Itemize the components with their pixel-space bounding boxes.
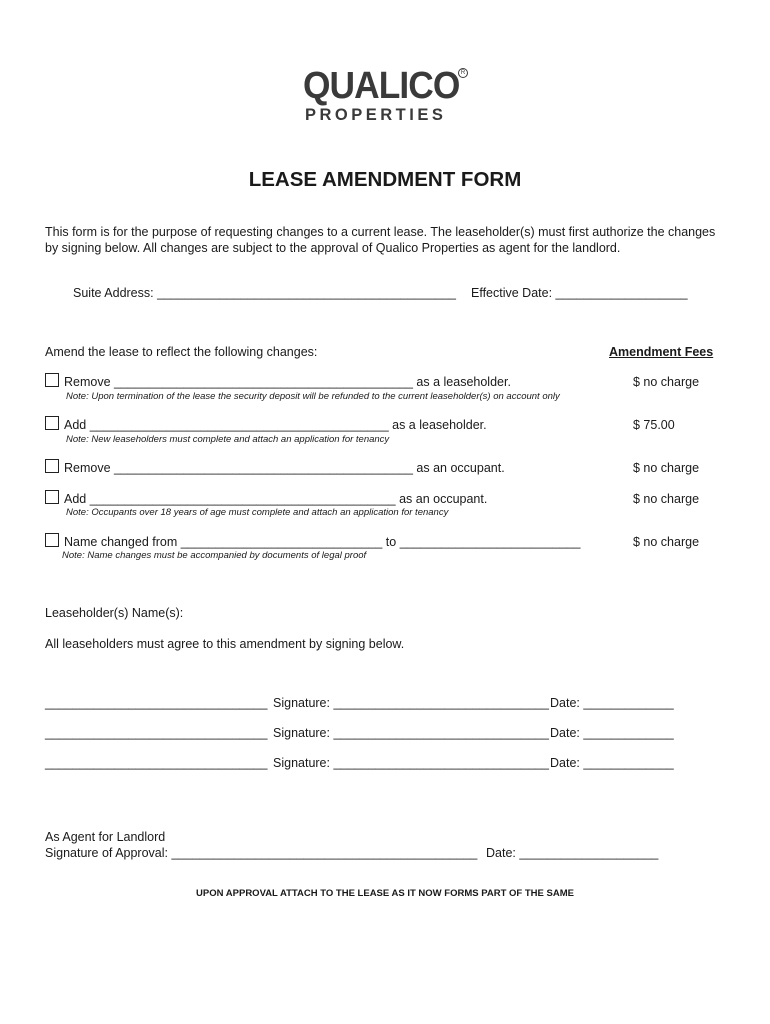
- remove-occupant-label: Remove ___________________________________________ as an occupant.: [64, 461, 505, 475]
- changes-heading: Amend the lease to reflect the following changes:: [45, 345, 318, 359]
- name-change-label: Name changed from _____________________________ to __________________________: [64, 535, 581, 549]
- remove-leaseholder-fee: $ no charge: [633, 375, 700, 389]
- leaseholder-date-line[interactable]: Date: _____________: [550, 756, 674, 770]
- remove-leaseholder-label: Remove ___________________________________________ as a leaseholder.: [64, 375, 511, 389]
- amendment-fees-heading: Amendment Fees: [609, 345, 714, 359]
- leaseholder-name-line[interactable]: ________________________________: [45, 696, 268, 710]
- agent-heading: As Agent for Landlord: [45, 830, 166, 844]
- registered-mark-icon: R: [458, 68, 468, 78]
- leaseholder-names-label: Leaseholder(s) Name(s):: [45, 606, 184, 620]
- agent-signature-line[interactable]: Signature of Approval: ____________________________________________: [45, 846, 478, 860]
- agreement-statement: All leaseholders must agree to this amendment by signing below.: [45, 637, 405, 651]
- remove-leaseholder-checkbox[interactable]: [45, 373, 59, 387]
- leaseholder-signature-line[interactable]: Signature: _______________________________: [273, 726, 549, 740]
- form-title: LEASE AMENDMENT FORM: [248, 168, 522, 191]
- leaseholder-signature-line[interactable]: Signature: _______________________________: [273, 696, 549, 710]
- footer-instruction: UPON APPROVAL ATTACH TO THE LEASE AS IT NOW FORMS PART OF THE SAME: [196, 888, 574, 899]
- add-occupant-fee: $ no charge: [633, 492, 700, 506]
- company-logo: [303, 66, 468, 126]
- add-leaseholder-fee: $ 75.00: [633, 418, 675, 432]
- leaseholder-name-line[interactable]: ________________________________: [45, 756, 268, 770]
- remove-occupant-checkbox[interactable]: [45, 459, 59, 473]
- agent-date-line[interactable]: Date: ____________________: [486, 846, 659, 860]
- leaseholder-name-line[interactable]: ________________________________: [45, 726, 268, 740]
- intro-line-1: This form is for the purpose of requesting changes to a current lease. The leaseholder(s) must first authorize the changes: [45, 225, 716, 239]
- name-change-checkbox[interactable]: [45, 533, 59, 547]
- name-change-fee: $ no charge: [633, 535, 700, 549]
- logo-subtitle: PROPERTIES: [305, 106, 447, 124]
- add-leaseholder-note: Note: New leaseholders must complete and attach an application for tenancy: [66, 434, 390, 445]
- leaseholder-date-line[interactable]: Date: _____________: [550, 726, 674, 740]
- add-occupant-note: Note: Occupants over 18 years of age must complete and attach an application for tenancy: [66, 507, 449, 518]
- remove-leaseholder-note: Note: Upon termination of the lease the security deposit will be refunded to the current leaseholder(s) on account only: [66, 391, 560, 402]
- leaseholder-date-line[interactable]: Date: _____________: [550, 696, 674, 710]
- add-occupant-label: Add ____________________________________________ as an occupant.: [64, 492, 488, 506]
- logo-wordmark: QUALICO: [303, 65, 460, 107]
- add-leaseholder-label: Add ___________________________________________ as a leaseholder.: [64, 418, 487, 432]
- remove-occupant-fee: $ no charge: [633, 461, 700, 475]
- leaseholder-signature-line[interactable]: Signature: _______________________________: [273, 756, 549, 770]
- name-change-note: Note: Name changes must be accompanied by documents of legal proof: [62, 550, 367, 561]
- suite-address-field[interactable]: Suite Address: ___________________________________________: [73, 286, 457, 300]
- add-leaseholder-checkbox[interactable]: [45, 416, 59, 430]
- add-occupant-checkbox[interactable]: [45, 490, 59, 504]
- effective-date-field[interactable]: Effective Date: ___________________: [471, 286, 688, 300]
- intro-line-2: by signing below. All changes are subject to the approval of Qualico Properties as agent for the landlord.: [45, 241, 621, 255]
